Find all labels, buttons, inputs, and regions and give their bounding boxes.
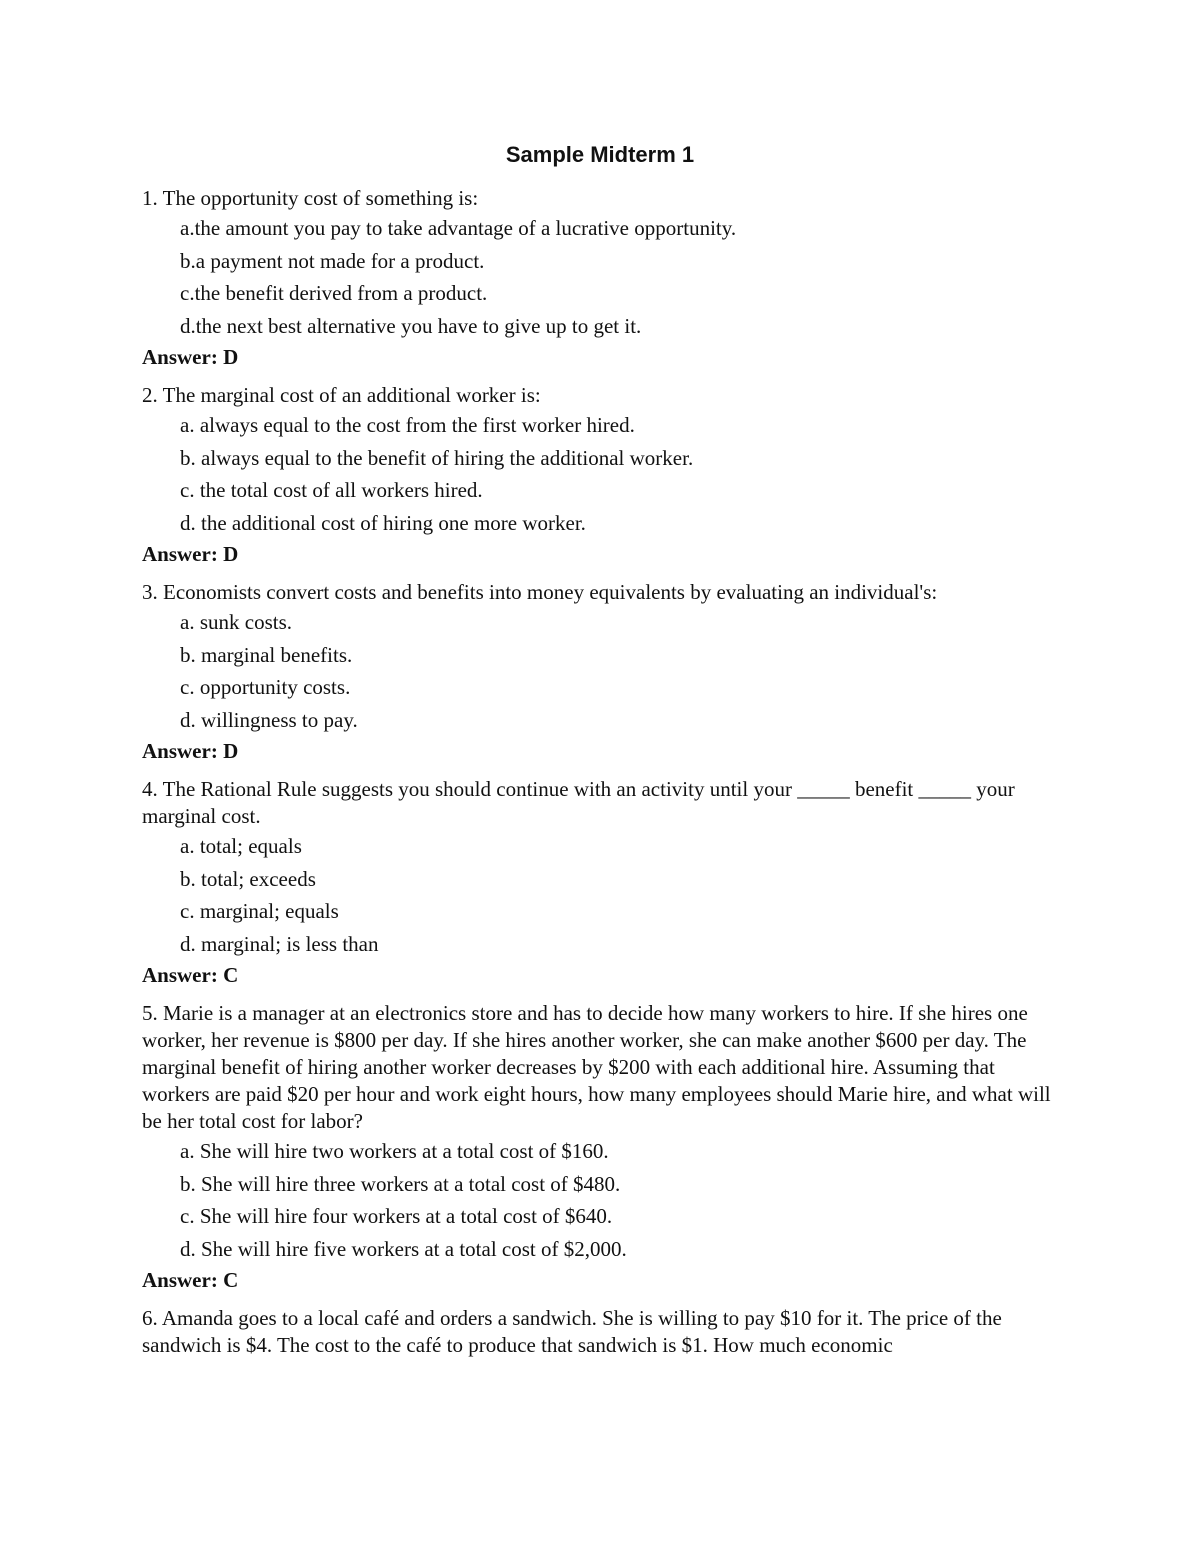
answer-label: Answer: D: [142, 542, 239, 566]
question-4: [142, 776, 1062, 990]
option-list: [142, 1135, 1062, 1265]
question-text: 4. The Rational Rule suggests you should continue with an activity until your _____ benefit _____ your marginal cost.: [142, 777, 1015, 828]
question-6: [142, 1305, 1062, 1359]
answer-label: Answer: C: [142, 963, 239, 987]
option-b: b.a payment not made for a product.: [180, 248, 485, 273]
option-b: b. total; exceeds: [180, 866, 316, 891]
option-a: a. sunk costs.: [180, 610, 292, 634]
option-b: b. She will hire three workers at a total cost of $480.: [180, 1171, 621, 1196]
option-d: d. She will hire five workers at a total cost of $2,000.: [180, 1236, 627, 1261]
question-text: 3. Economists convert costs and benefits into money equivalents by evaluating an individual's:: [142, 580, 938, 604]
question-3: [142, 579, 1062, 766]
question-1: [142, 185, 1062, 372]
option-d: d.the next best alternative you have to give up to get it.: [180, 313, 642, 338]
option-a: a. She will hire two workers at a total cost of $160.: [180, 1139, 609, 1163]
option-list: [142, 606, 1062, 736]
question-text: 6. Amanda goes to a local café and orders a sandwich. She is willing to pay $10 for it. The price of the sandwich is $4. The cost to the café to produce that sandwich is $1. How much economic: [142, 1306, 1002, 1357]
question-text: 2. The marginal cost of an additional worker is:: [142, 383, 541, 407]
option-list: [142, 212, 1062, 342]
option-list: [142, 409, 1062, 539]
option-list: [142, 830, 1062, 960]
answer-label: Answer: C: [142, 1268, 239, 1292]
option-c: c.the benefit derived from a product.: [180, 281, 488, 305]
option-d: d. the additional cost of hiring one more worker.: [180, 510, 586, 535]
answer-label: Answer: D: [142, 739, 239, 763]
option-c: c. She will hire four workers at a total cost of $640.: [180, 1204, 613, 1228]
option-a: a. always equal to the cost from the first worker hired.: [180, 413, 635, 437]
option-a: a.the amount you pay to take advantage of a lucrative opportunity.: [180, 216, 737, 240]
option-d: d. marginal; is less than: [180, 931, 379, 956]
option-c: c. the total cost of all workers hired.: [180, 478, 483, 502]
option-c: c. marginal; equals: [180, 899, 339, 923]
option-c: c. opportunity costs.: [180, 675, 351, 699]
option-b: b. always equal to the benefit of hiring the additional worker.: [180, 445, 694, 470]
answer-label: Answer: D: [142, 345, 239, 369]
option-b: b. marginal benefits.: [180, 642, 353, 667]
option-a: a. total; equals: [180, 834, 302, 858]
question-2: [142, 382, 1062, 569]
question-5: [142, 1000, 1062, 1295]
question-text: 1. The opportunity cost of something is:: [142, 186, 479, 210]
option-d: d. willingness to pay.: [180, 707, 358, 732]
question-text: 5. Marie is a manager at an electronics store and has to decide how many workers to hire. If she hires one worker, her revenue is $800 per day. If she hires another worker, she can make another $600 per day. The marginal benefit of hiring another worker decreases by $200 with each additional hire. Assuming that workers are paid $20 per hour and work eight hours, how many employees should Marie hire, and what will be her total cost for labor?: [142, 1001, 1051, 1133]
document-title: Sample Midterm 1: [505, 142, 695, 167]
question-list: [142, 185, 1062, 1369]
